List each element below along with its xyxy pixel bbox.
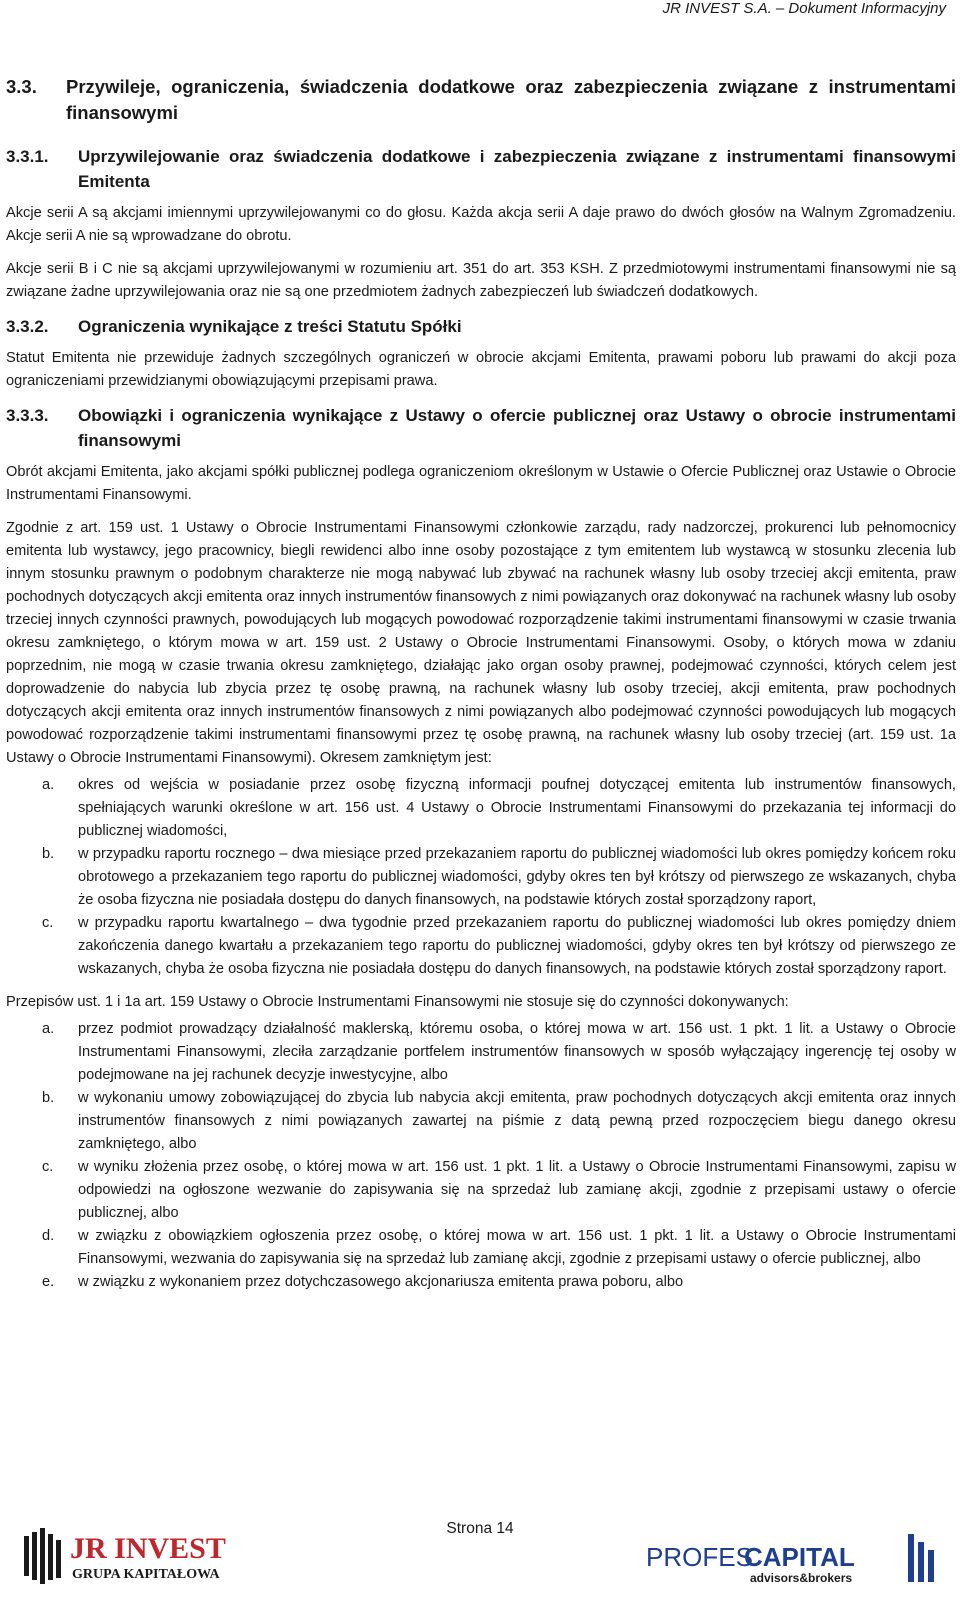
list-marker: c. [42, 1159, 54, 1175]
subsection-heading-2 [6, 314, 956, 339]
subsection-number: 3.3.1. [6, 147, 49, 166]
paragraph: Statut Emitenta nie przewiduje żadnych szczególnych ograniczeń w obrocie akcjami Emitenta, prawami poboru lub prawami do akcji poza ograniczeniami przewidzianymi obowiązującymi przepisami prawa. [6, 350, 956, 389]
profescapital-logo-text-b: CAPITAL [744, 1542, 855, 1572]
exemptions-list [6, 1018, 956, 1294]
subsection-title: Ograniczenia wynikające z treści Statutu Spółki [78, 317, 462, 336]
profescapital-logo-subtext: advisors&brokers [750, 1571, 853, 1585]
jr-invest-logo-text: JR INVEST [70, 1532, 226, 1565]
section-number: 3.3. [6, 76, 37, 97]
subsection-title: Obowiązki i ograniczenia wynikające z Ustawy o ofercie publicznej oraz Ustawy o obrocie instrumentami finansowymi [78, 406, 956, 450]
subsection-title: Uprzywilejowanie oraz świadczenia dodatkowe i zabezpieczenia związane z instrumentami finansowymi Emitenta [78, 147, 956, 191]
list-item-text: w związku z obowiązkiem ogłoszenia przez osobę, o której mowa w art. 156 ust. 1 pkt. 1 lit. a Ustawy o Obrocie Instrumentami Finansowymi, wezwania do zapisywania się na sprzedaż lub zamianę akcji, zgodnie z przepisami ustawy o ofercie publicznej, albo [78, 1228, 956, 1267]
list-marker: e. [42, 1274, 55, 1290]
subsection-number: 3.3.2. [6, 317, 49, 336]
paragraph: Zgodnie z art. 159 ust. 1 Ustawy o Obrocie Instrumentami Finansowymi członkowie zarządu, rady nadzorczej, prokurenci lub pełnomocnicy emitenta lub wystawcy, jego pracownicy, biegli rewidenci albo inne osoby pozostające z tym emitentem lub wystawcą w stosunku zlecenia lub innym stosunku prawnym o podobnym charakterze nie mogą nabywać lub zbywać na rachunek własny lub osoby trzeciej akcji emitenta, praw pochodnych dotyczących akcji emitenta oraz innych instrumentów finansowych z nimi powiązanych oraz dokonywać na rachunek własny lub osoby trzeciej innych czynności prawnych, powodujących lub mogących powodować rozporządzenie takimi instrumentami finansowymi w czasie trwania okresu zamkniętego, o którym mowa w art. 159 ust. 2 Ustawy o Obrocie Instrumentami Finansowymi. Osoby, o których mowa w zdaniu poprzednim, nie mogą w czasie trwania okresu zamkniętego, działając jako organ osoby prawnej, podejmować czynności, których celem jest doprowadzenie do nabycia lub zbycia przez tę osobę prawną, na rachunek własny lub osoby trzeciej, akcji emitenta, praw pochodnych dotyczących akcji emitenta oraz innych instrumentów finansowych z nimi powiązanych albo podejmować czynności powodujących lub mogących powodować rozporządzenie takimi instrumentami finansowymi przez tę osobę prawną, na rachunek własny lub osoby trzeciej (art. 159 ust. 1a Ustawy o Obrocie Instrumentami Finansowymi). Okresem zamkniętym jest: [6, 520, 956, 766]
list-item [6, 1156, 956, 1225]
list-marker: d. [42, 1228, 55, 1244]
list-marker: c. [42, 915, 54, 931]
closed-period-list [6, 774, 956, 981]
jr-invest-logo [24, 1528, 264, 1584]
page-content [6, 74, 956, 1304]
list-item-text: w wyniku złożenia przez osobę, o której mowa w art. 156 ust. 1 pkt. 1 lit. a Ustawy o Obrocie Instrumentami Finansowymi, zapisu w odpowiedzi na ogłoszone wezwanie do zapisywania się na sprzedaż lub zamianę akcji, zgodnie z przepisami ustawy o ofercie publicznej, albo [78, 1159, 956, 1221]
jr-invest-logo-subtext: GRUPA KAPITAŁOWA [72, 1567, 220, 1582]
list-item [6, 1271, 956, 1294]
list-item-text: w przypadku raportu kwartalnego – dwa tygodnie przed przekazaniem raportu do publicznej wiadomości lub okres pomiędzy dniem zakończenia danego kwartału a przekazaniem tego raportu do publicznej wiadomości, gdyby okres ten był krótszy od pierwszego ze wskazanych, chyba że osoba fizyczna nie posiadała dostępu do danych finansowych, na podstawie których został sporządzony raport. [78, 915, 956, 977]
profescapital-logo-text-a: PROFES [646, 1542, 753, 1572]
paragraph: Przepisów ust. 1 i 1a art. 159 Ustawy o Obrocie Instrumentami Finansowymi nie stosuje się do czynności dokonywanych: [6, 994, 789, 1010]
list-item-text: w przypadku raportu rocznego – dwa miesiące przed przekazaniem raportu do publicznej wiadomości lub okres pomiędzy końcem roku obrotowego a przekazaniem tego raportu do publicznej wiadomości, gdyby okres ten był krótszy od pierwszego ze wskazanych, chyba że osoba fizyczna nie posiadała dostępu do danych finansowych, na podstawie których został sporządzony raport, [78, 846, 956, 908]
paragraph: Akcje serii A są akcjami imiennymi uprzywilejowanymi co do głosu. Każda akcja serii A daje prawo do dwóch głosów na Walnym Zgromadzeniu. Akcje serii A nie są wprowadzane do obrotu. [6, 205, 956, 244]
document-header: JR INVEST S.A. – Dokument Informacyjny [662, 0, 946, 17]
profescapital-logo [646, 1528, 946, 1588]
list-item-text: okres od wejścia w posiadanie przez osobę fizyczną informacji poufnej dotyczącej emitenta lub instrumentów finansowych, spełniających warunki określone w art. 156 ust. 4 Ustawy o Obrocie Instrumentami Finansowymi do przekazania tej informacji do publicznej wiadomości, [78, 777, 956, 839]
list-item [6, 843, 956, 912]
section-heading [6, 74, 956, 126]
list-item [6, 1225, 956, 1271]
list-item-text: w związku z wykonaniem przez dotychczasowego akcjonariusza emitenta prawa poboru, albo [78, 1274, 684, 1290]
list-item [6, 1087, 956, 1156]
list-item [6, 1018, 956, 1087]
subsection-heading-1 [6, 144, 956, 194]
page-number: Strona 14 [446, 1520, 514, 1537]
subsection-heading-3 [6, 403, 956, 453]
list-item-text: w wykonaniu umowy zobowiązującej do zbycia lub nabycia akcji emitenta, praw pochodnych dotyczących akcji emitenta oraz innych instrumentów finansowych z nimi powiązanych zawartej na piśmie z datą pewną przed rozpoczęciem biegu danego okresu zamkniętego, albo [78, 1090, 956, 1152]
subsection-number: 3.3.3. [6, 406, 49, 425]
list-marker: a. [42, 1021, 55, 1037]
section-title: Przywileje, ograniczenia, świadczenia dodatkowe oraz zabezpieczenia związane z instrumentami finansowymi [66, 76, 956, 123]
list-item [6, 912, 956, 981]
paragraph: Obrót akcjami Emitenta, jako akcjami spółki publicznej podlega ograniczeniom określonym w Ustawie o Ofercie Publicznej oraz Ustawie o Obrocie Instrumentami Finansowymi. [6, 464, 956, 503]
paragraph: Akcje serii B i C nie są akcjami uprzywilejowanymi w rozumieniu art. 351 do art. 353 KSH. Z przedmiotowymi instrumentami finansowymi nie są związane żadne uprzywilejowania oraz nie są one przedmiotem żadnych zabezpieczeń lub świadczeń dodatkowych. [6, 261, 956, 300]
list-marker: b. [42, 1090, 55, 1106]
list-item [6, 774, 956, 843]
list-marker: b. [42, 846, 55, 862]
list-marker: a. [42, 777, 55, 793]
list-item-text: przez podmiot prowadzący działalność maklerską, któremu osoba, o której mowa w art. 156 ust. 1 pkt. 1 lit. a Ustawy o Obrocie Instrumentami Finansowymi, zleciła zarządzanie portfelem instrumentów finansowych w sposób wyłączający ingerencję tej osoby w podejmowane na jej rachunek decyzje inwestycyjne, albo [78, 1021, 956, 1083]
